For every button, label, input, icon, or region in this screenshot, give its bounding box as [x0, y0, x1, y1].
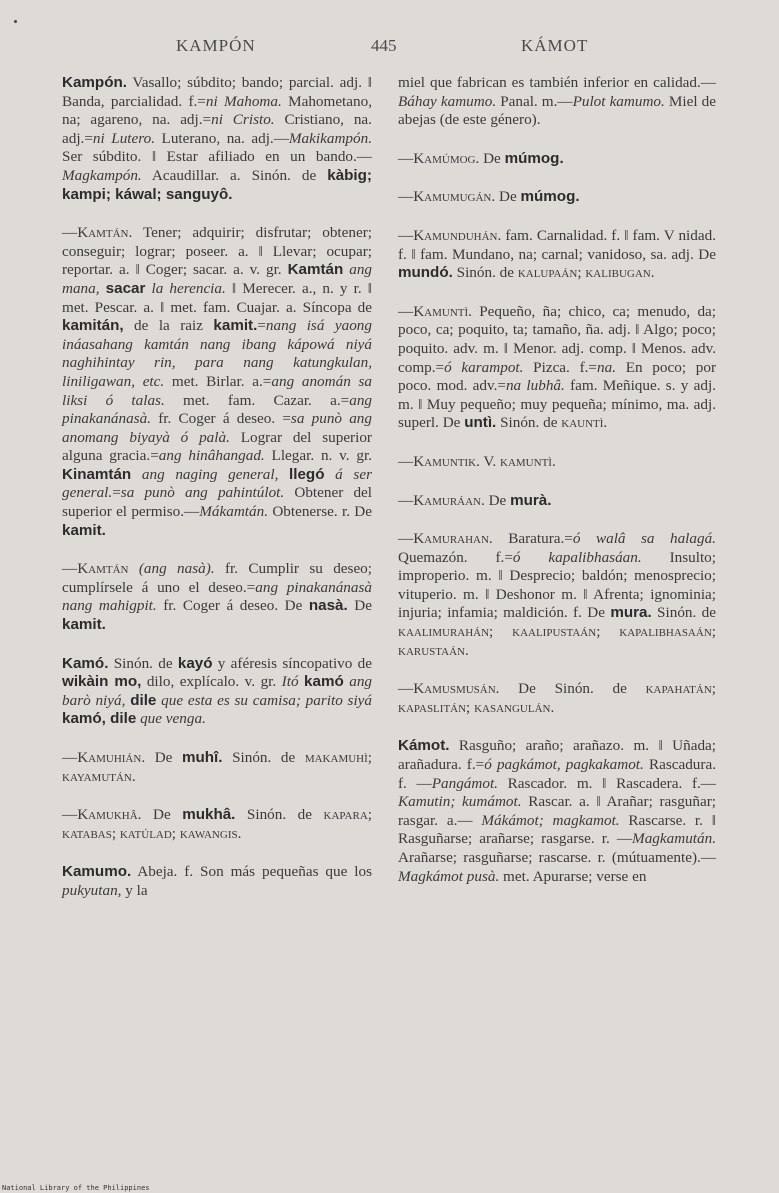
entry-text: Panal. m.— [496, 92, 573, 110]
italic-text: ang hinâhangad. [158, 447, 265, 465]
entry-text: Rascar. a. ‖ Arañar; rasguñar; rasgar. a.— [398, 793, 716, 829]
italic-text: (ang nasà). [138, 560, 215, 578]
entry-text: met. Birlar. a.= [164, 372, 272, 390]
entry-text: Obtener del superior el permiso.— [62, 484, 372, 521]
small-caps-text: —Kamuhián. [62, 749, 146, 766]
bold-term: kamit. [62, 616, 106, 634]
entry-paragraph [62, 74, 372, 204]
italic-text: ang barò niyá, [62, 673, 373, 709]
small-caps-text: —Kamurahan. [398, 530, 493, 548]
entry-text [325, 466, 336, 483]
entry-paragraph [62, 749, 372, 786]
italic-text: á ser general. [62, 465, 372, 502]
entry-text: met. Apurarse; verse en [499, 867, 647, 885]
italic-text: Makikampón. [288, 129, 372, 147]
small-caps-text: kauntì. [561, 414, 608, 432]
headword: Kamumo. [62, 863, 132, 881]
bold-term: kamit. [62, 521, 106, 539]
italic-text: Kamutin; kumámot. [398, 793, 522, 811]
entry-paragraph [398, 453, 716, 472]
entry-text: Rascadura. f. — [398, 756, 716, 792]
entry-text: Luterano, na. adj.— [155, 129, 289, 147]
entry-paragraph [398, 227, 716, 283]
dictionary-entry [62, 560, 372, 634]
entry-text: Sinón. de [222, 749, 305, 766]
small-caps-text: kapara; katabas; katúlad; kawangis. [62, 806, 372, 842]
bold-term: muhî. [182, 749, 223, 766]
italic-text: Báhay kamumo. [398, 92, 497, 110]
entry-text: ‖ Merecer. a., n. y r. ‖ met. Pescar. a. ‖ met. fam. Cuajar. a. Síncopa de [62, 279, 373, 316]
entry-text: De [479, 149, 505, 167]
italic-text: ni Cristo. [211, 111, 275, 129]
entry-text: y aféresis síncopativo de [212, 654, 372, 672]
bold-term: sacar [105, 279, 146, 297]
entry-paragraph [398, 188, 716, 207]
entry-text: Sinón. de [651, 604, 716, 622]
entry-text: De [347, 597, 372, 615]
dictionary-entry [398, 680, 716, 717]
italic-text: Mákamtán. [199, 503, 269, 521]
entry-paragraph [62, 655, 372, 729]
small-caps-text: —Kamúmog. [398, 149, 480, 167]
headword: Kámot. [398, 737, 450, 755]
italic-text: nang isá yaong ináasahang kamtán nang ibang kápowá niyá naghihintay rin, para nang katungkulan, liniligawan, etc. [62, 317, 372, 390]
small-caps-text: makamuhì; kayamután. [62, 749, 372, 785]
entry-paragraph [398, 530, 716, 660]
dictionary-entry [398, 150, 716, 169]
small-caps-text: —Kamuntik. V. kamuntì. [398, 452, 556, 470]
entry-text: Pizca. f.= [523, 358, 597, 376]
entry-text: De [484, 491, 511, 509]
entry-text: Acaudillar. a. Sinón. de [141, 166, 328, 184]
italic-text: la herencia. [151, 279, 226, 297]
page-number: 445 [371, 36, 397, 55]
entry-text: Rascador. m. ‖ Rascadera. f.— [497, 774, 716, 792]
entry-paragraph [398, 150, 716, 169]
italic-text: ang pinakanánasà. [62, 391, 372, 428]
italic-text: ó kapalibhasáan. [512, 548, 642, 566]
library-credit: National Library of the Philippines [2, 1184, 150, 1192]
left-column [62, 74, 372, 921]
entry-text: Mahometano, na; agareno, na. adj.= [62, 92, 373, 129]
bold-term: kamó [304, 673, 344, 691]
headword: Kamó. [62, 654, 109, 672]
entry-text: fr. Coger á deseo. De [156, 597, 309, 615]
bold-term: múmog. [520, 188, 580, 206]
italic-text: Itó [281, 673, 299, 691]
dictionary-entry [398, 227, 716, 283]
entry-text: Insulto; improperio. m. ‖ Desprecio; baldón; menosprecio; vituperio. m. ‖ Deshonor m. ‖ Afrenta; ignominia; injuria; infamia; maldición. f. De [398, 548, 716, 622]
entry-text: Cristiano, na. adj.= [62, 111, 372, 147]
dictionary-entry [398, 530, 716, 660]
bold-term: múmog. [504, 149, 564, 167]
bold-term: Kamtán [287, 261, 344, 279]
italic-text: que venga. [140, 710, 206, 728]
entry-text: Rasguño; araño; arañazo. m. ‖ Uñada; arañadura. f.= [398, 737, 716, 774]
entry-text: Abeja. f. Son más pequeñas que los [131, 863, 372, 881]
bold-term: untì. [464, 414, 497, 432]
entry-text: Rascarse. r. ‖ Rasguñarse; arañarse; rasgarse. r. — [398, 811, 716, 848]
bold-term: Kinamtán [62, 465, 132, 483]
entry-text: De [495, 188, 521, 206]
bold-term: wikàin mo, [62, 673, 142, 691]
entry-text: Sinón. de [235, 806, 324, 824]
dictionary-entry [398, 303, 716, 433]
italic-text: ni Mahoma. [205, 92, 282, 110]
entry-text: fr. Coger á deseo. = [151, 410, 291, 428]
entry-paragraph [398, 303, 716, 433]
entry-text: Vasallo; súbdito; bando; parcial. adj. ‖ Banda, parcialidad. f.= [62, 74, 372, 110]
entry-paragraph [62, 806, 372, 843]
italic-text: ang pinakanánasà nang mahigpit. [62, 578, 372, 615]
right-column [398, 74, 716, 906]
bold-term: kamitán, [62, 317, 124, 335]
small-caps-text: —Kamtán [62, 560, 129, 578]
small-caps-text: kalupaán; kalibugan. [517, 264, 655, 282]
dictionary-entry [62, 863, 372, 900]
entry-text: Quemazón. f.= [398, 548, 513, 566]
entry-text: met. fam. Cazar. a.= [164, 391, 350, 409]
entry-text: fr. Cumplir su deseo; cumplírsele á uno el deseo.= [62, 560, 372, 596]
italic-text: ni Lutero. [92, 129, 156, 147]
running-head-left: KAMPÓN [176, 36, 256, 55]
entry-text: fam. Carnalidad. f. ‖ fam. V nidad. f. ‖ fam. Mundano, na; carnal; vanidoso, sa. adj. De [398, 226, 716, 263]
entry-text [278, 466, 289, 483]
italic-text: na. [597, 358, 616, 376]
small-caps-text: kapahatán; kapaslitán; kasangulán. [398, 680, 716, 716]
italic-text: pukyutan, [62, 881, 122, 899]
entry-text: De Sinón. de [499, 680, 646, 698]
dictionary-entry [398, 188, 716, 207]
italic-text: Pangámot. [431, 774, 498, 792]
small-caps-text: —Kamuráan. [398, 491, 485, 509]
entry-text [131, 466, 142, 483]
entry-text: Sinón. de [496, 414, 562, 432]
dictionary-entry [398, 74, 716, 130]
ink-speck [14, 20, 17, 23]
entry-paragraph [398, 492, 716, 511]
small-caps-text: —Kamukhâ. [62, 806, 142, 824]
dictionary-entry [62, 74, 372, 204]
italic-text: ó pagkámot, pagkakamot. [484, 756, 644, 774]
entry-text: En poco; por poco. mod. adv.= [398, 358, 717, 395]
entry-text: Llegar. n. v. gr. [264, 447, 372, 465]
dictionary-entry [62, 655, 372, 729]
italic-text: na lubhâ. [505, 377, 565, 395]
bold-term: murà. [510, 491, 552, 509]
entry-text: De [141, 806, 183, 824]
italic-text: Magkamután. [632, 830, 716, 848]
italic-text: ang anomán sa liksi ó talas. [62, 372, 372, 409]
small-caps-text: —Kamuntì. [398, 302, 472, 320]
entry-text: miel que fabrican es también inferior en calidad.— [398, 74, 716, 91]
entry-text: Pequeño, ña; chico, ca; menudo, da; poco, ca; poquito, ta; tamaño, ña. adj. ‖ Algo; poco; poquito. adv. m. ‖ Menor. adj. comp. ‖ Menos. adv. comp.= [398, 302, 716, 376]
entry-paragraph [398, 74, 716, 130]
small-caps-text: —Kamtán. [62, 224, 133, 242]
small-caps-text: kaalimurahán; kaalipustaán; kapalibhasaán; karustaán. [398, 623, 716, 659]
entry-text: Ser súbdito. ‖ Estar afiliado en un bando.— [62, 148, 372, 166]
entry-text: Miel de abejas (de este género). [398, 92, 716, 129]
dictionary-entry [398, 737, 716, 886]
entry-paragraph [398, 680, 716, 717]
entry-text: fam. Meñique. s. y adj. m. ‖ Muy pequeño; muy pequeña; mínimo, ma. adj. superl. De [398, 377, 716, 432]
entry-text [129, 560, 139, 577]
entry-text: = [112, 484, 121, 502]
entry-text: de la raiz [123, 317, 214, 335]
running-head-right: KÁMOT [521, 36, 589, 55]
bold-term: mura. [610, 604, 652, 622]
italic-text: Magkampón. [62, 166, 142, 184]
entry-text: = [257, 317, 266, 335]
bold-term: dile [130, 691, 157, 709]
bold-term: mukhâ. [182, 806, 236, 824]
small-caps-text: —Kamumugán. [398, 188, 496, 206]
italic-text: que esta es su camisa; parito siyá [161, 691, 373, 709]
bold-term: kamó, dile [62, 710, 137, 728]
small-caps-text: —Kamusmusán. [398, 680, 500, 698]
entry-text: De [145, 749, 182, 766]
entry-paragraph [62, 224, 372, 540]
headword: Kampón. [62, 74, 127, 91]
italic-text: Magkámot pusà. [398, 867, 500, 885]
bold-term: llegó [289, 465, 325, 483]
entry-text: Arañarse; rasguñarse; rascarse. r. (mútuamente).— [398, 849, 716, 866]
dictionary-entry [398, 492, 716, 511]
italic-text: Pulot kamumo. [572, 92, 665, 110]
bold-term: kayó [177, 654, 213, 672]
bold-term: nasà. [308, 597, 348, 615]
italic-text: ó karampot. [444, 358, 524, 376]
entry-text: Sinón. de [452, 264, 518, 282]
entry-text: y la [121, 881, 148, 899]
italic-text: ó walâ sa halagá. [572, 530, 716, 548]
italic-text: sa punò ang anomang biyayà ó palà. [62, 410, 372, 446]
dictionary-entry [62, 224, 372, 540]
entry-text: Obtenerse. r. De [268, 503, 372, 521]
entry-text: Tener; adquirir; disfrutar; obtener; conseguir; lograr; poseer. a. ‖ Llevar; ocupar; reportar. a. ‖ Coger; sacar. a. v. gr. [62, 224, 372, 279]
entry-text: dilo, explícalo. v. gr. [141, 673, 282, 691]
entry-paragraph [398, 737, 716, 886]
entry-text: Sinón. de [108, 654, 178, 672]
italic-text: sa punò ang pahintúlot. [120, 484, 285, 502]
small-caps-text: —Kamunduhán. [398, 226, 502, 244]
italic-text: Mákámot; magkamot. [481, 811, 620, 829]
entry-paragraph [62, 863, 372, 900]
entry-text: Lograr del superior alguna gracia.= [62, 428, 372, 465]
bold-term: kàbig; kampi; káwal; sanguyô. [62, 166, 372, 203]
dictionary-entry [62, 749, 372, 786]
italic-text: ang mana, [62, 261, 373, 297]
bold-term: kamit. [213, 317, 258, 335]
bold-term: mundó. [398, 264, 453, 282]
entry-text: Baratura.= [492, 530, 573, 548]
italic-text: ang naging general, [141, 465, 279, 483]
dictionary-entry [398, 453, 716, 472]
dictionary-entry [62, 806, 372, 843]
entry-paragraph [62, 560, 372, 634]
